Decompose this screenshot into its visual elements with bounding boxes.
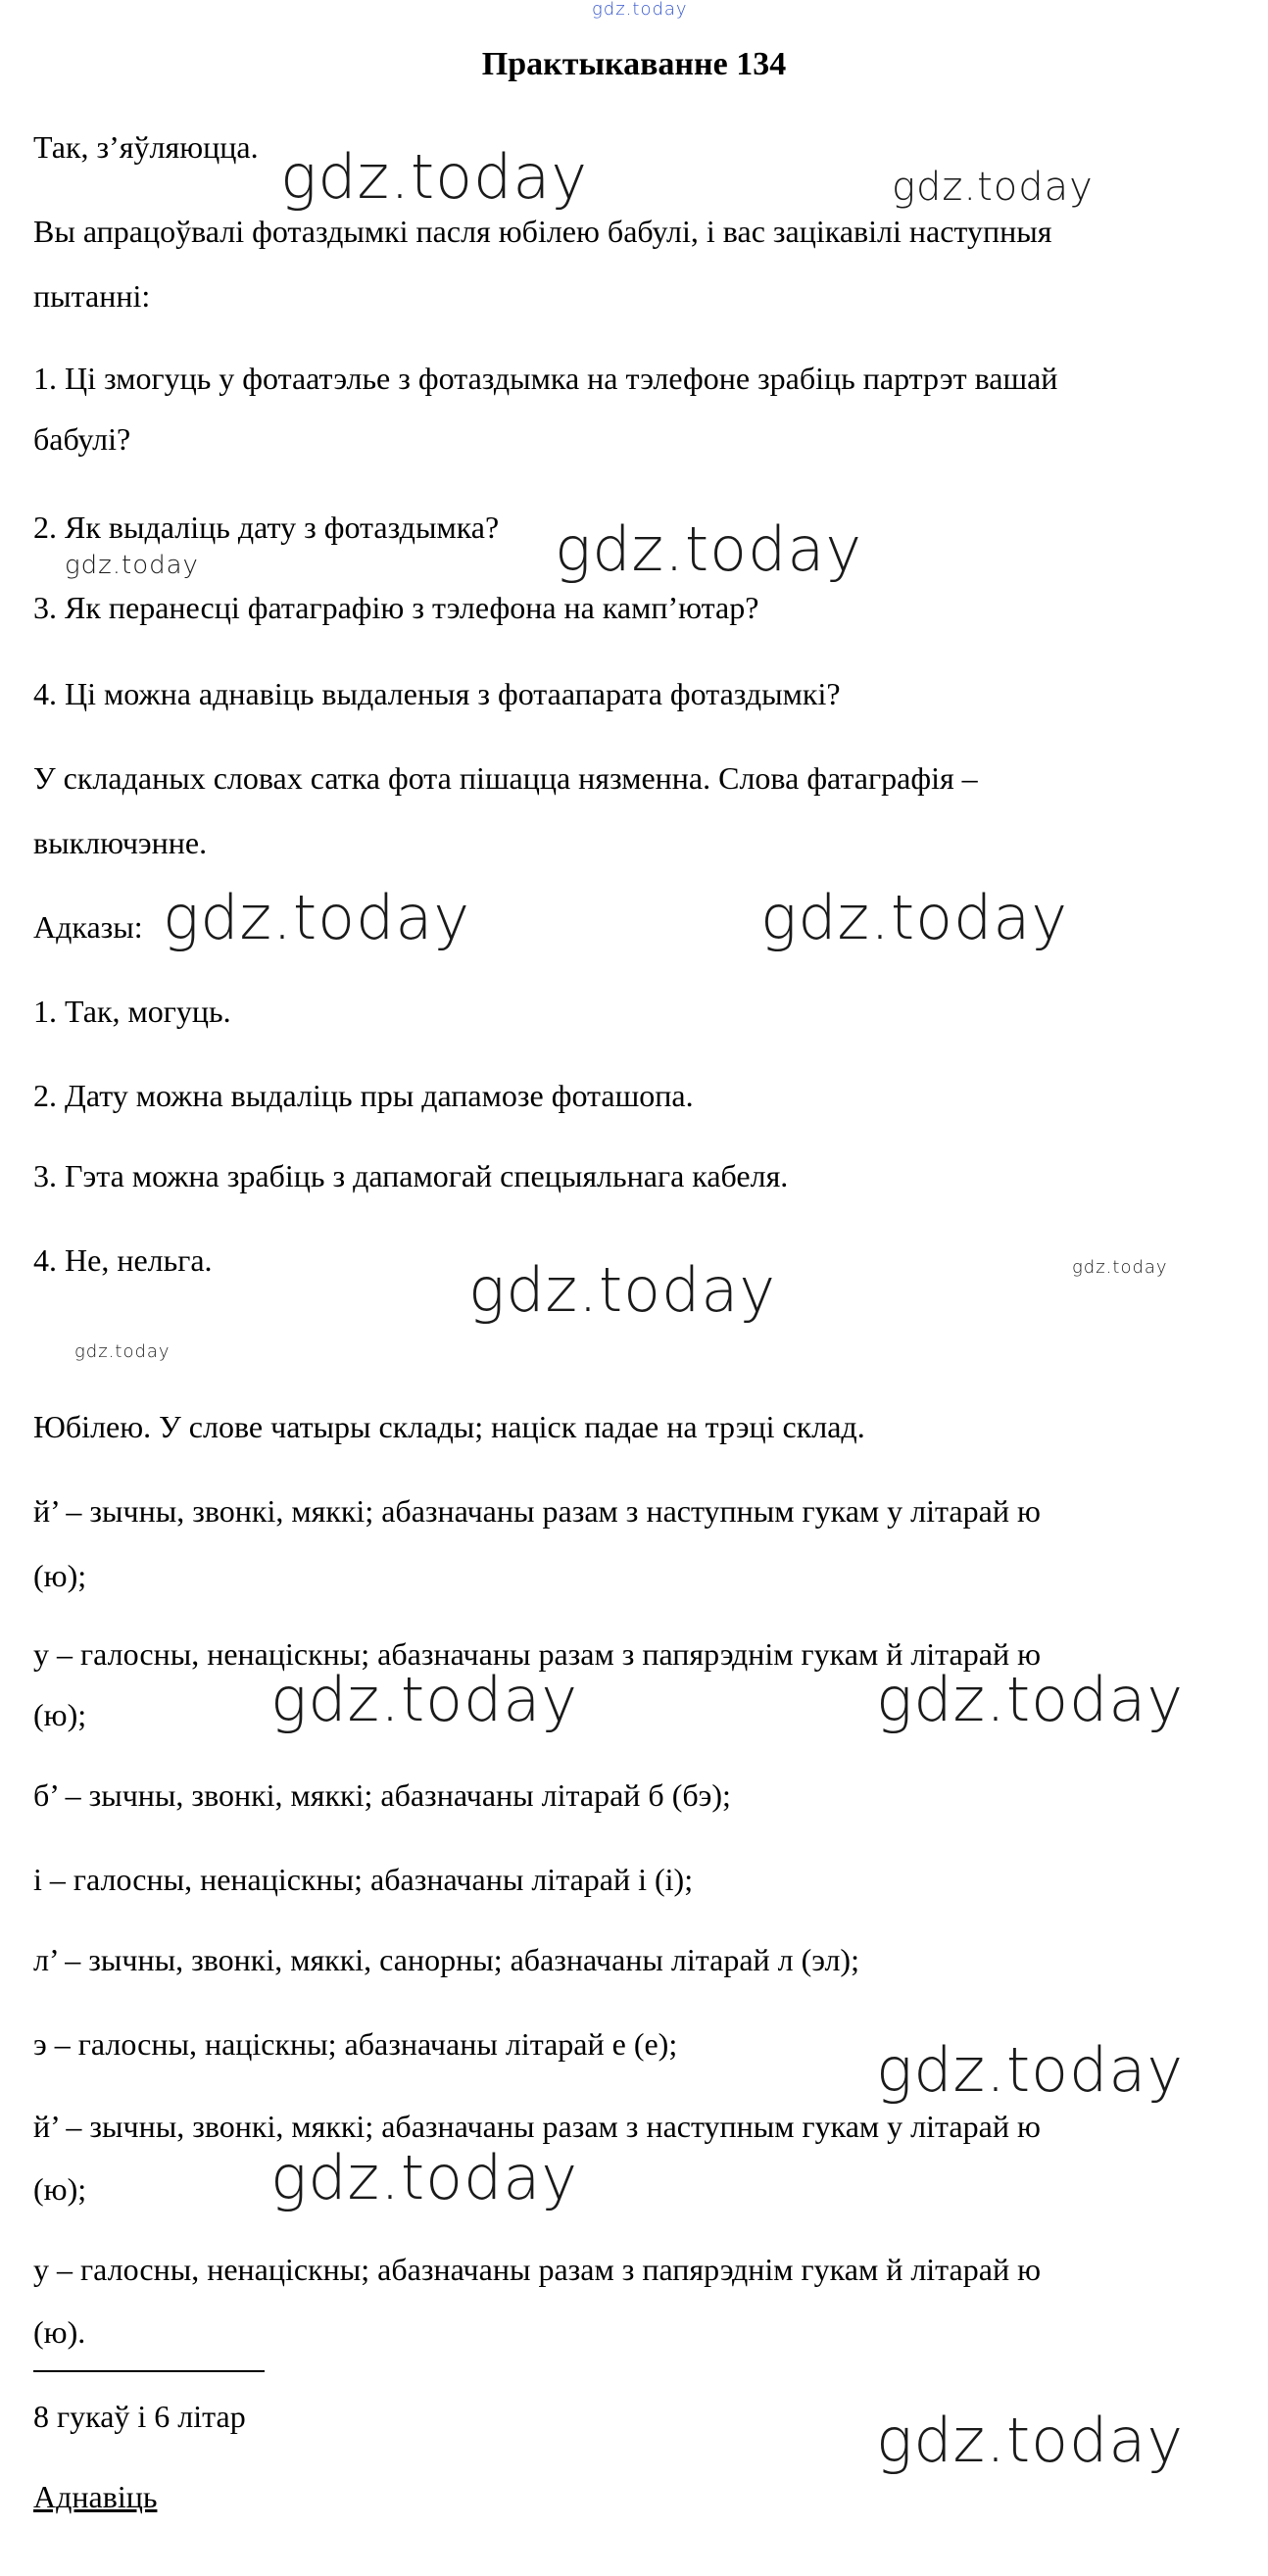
answers-label: Адказы: [33,909,143,945]
watermark-top: gdz.today [592,0,688,20]
analysis-line: у – галосны, ненаціскны; абазначаны разам з папярэднім гукам й літарай ю [33,1636,1041,1672]
analysis-line: (ю). [33,2314,86,2350]
analysis-line: э – галосны, націскны; абазначаны літарай е (е); [33,2026,678,2062]
analysis-line: б’ – зычны, звонкі, мяккі; абазначаны літарай б (бэ); [33,1777,731,1813]
watermark: gdz.today [468,1254,777,1326]
question-line: 2. Як выдаліць дату з фотаздымка? [33,510,500,545]
summary-text: 8 гукаў і 6 літар [33,2399,246,2434]
question-line: 4. Ці можна аднавіць выдаленыя з фотаапарата фотаздымкі? [33,676,841,711]
watermark: gdz.today [876,1664,1185,1735]
answer-line: 4. Не, нельга. [33,1242,213,1278]
analysis-line: й’ – зычны, звонкі, мяккі; абазначаны разам з наступным гукам у літарай ю [33,1493,1041,1529]
task-line: Вы апрацоўвалі фотаздымкі пасля юбілею бабулі, і вас зацікавілі наступныя [33,214,1052,249]
watermark: gdz.today [555,513,863,585]
answer-line: 1. Так, могуць. [33,994,231,1029]
divider [33,2370,265,2372]
question-line: бабулі? [33,421,131,457]
analysis-line: (ю); [33,1558,87,1593]
answer-line: 3. Гэта можна зрабіць з дапамогай спецыяльнага кабеля. [33,1158,789,1193]
question-line: 3. Як перанесці фатаграфію з тэлефона на камп’ютар? [33,590,759,625]
page-title: Практыкаванне 134 [481,46,787,82]
note-line: У складаных словах сатка фота пішацца нязменна. Слова фатаграфія – [33,760,978,796]
analysis-line: у – галосны, ненаціскны; абазначаны разам з папярэднім гукам й літарай ю [33,2252,1041,2287]
answer-line: 2. Дату можна выдаліць пры дапамозе фоташопа. [33,1078,694,1113]
analysis-intro: Юбілею. У слове чатыры склады; націск падае на трэці склад. [33,1409,865,1444]
watermark: gdz.today [892,165,1094,210]
restore-word: Аднавіць [33,2479,158,2514]
analysis-line: й’ – зычны, звонкі, мяккі; абазначаны разам з наступным гукам у літарай ю [33,2109,1041,2144]
watermark: gdz.today [270,2142,579,2213]
watermark: gdz.today [876,2405,1185,2476]
task-line: пытанні: [33,278,151,314]
analysis-line: (ю); [33,2171,87,2207]
analysis-line: л’ – зычны, звонкі, мяккі, санорны; абазначаны літарай л (эл); [33,1942,859,1977]
watermark: gdz.today [876,2034,1185,2106]
watermark: gdz.today [270,1664,579,1735]
note-line: выключэнне. [33,825,208,860]
question-line: 1. Ці змогуць у фотаатэльe з фотаздымка на тэлефоне зрабіць партрэт вашай [33,361,1058,396]
intro-text: Так, з’яўляюцца. [33,129,259,165]
watermark: gdz.today [1072,1257,1168,1278]
watermark: gdz.today [280,141,589,213]
watermark: gdz.today [163,882,471,953]
watermark: gdz.today [760,882,1069,953]
analysis-line: (ю); [33,1697,87,1732]
analysis-line: і – галосны, ненаціскны; абазначаны літарай і (і); [33,1862,694,1897]
watermark: gdz.today [74,1341,171,1362]
watermark: gdz.today [65,551,199,580]
